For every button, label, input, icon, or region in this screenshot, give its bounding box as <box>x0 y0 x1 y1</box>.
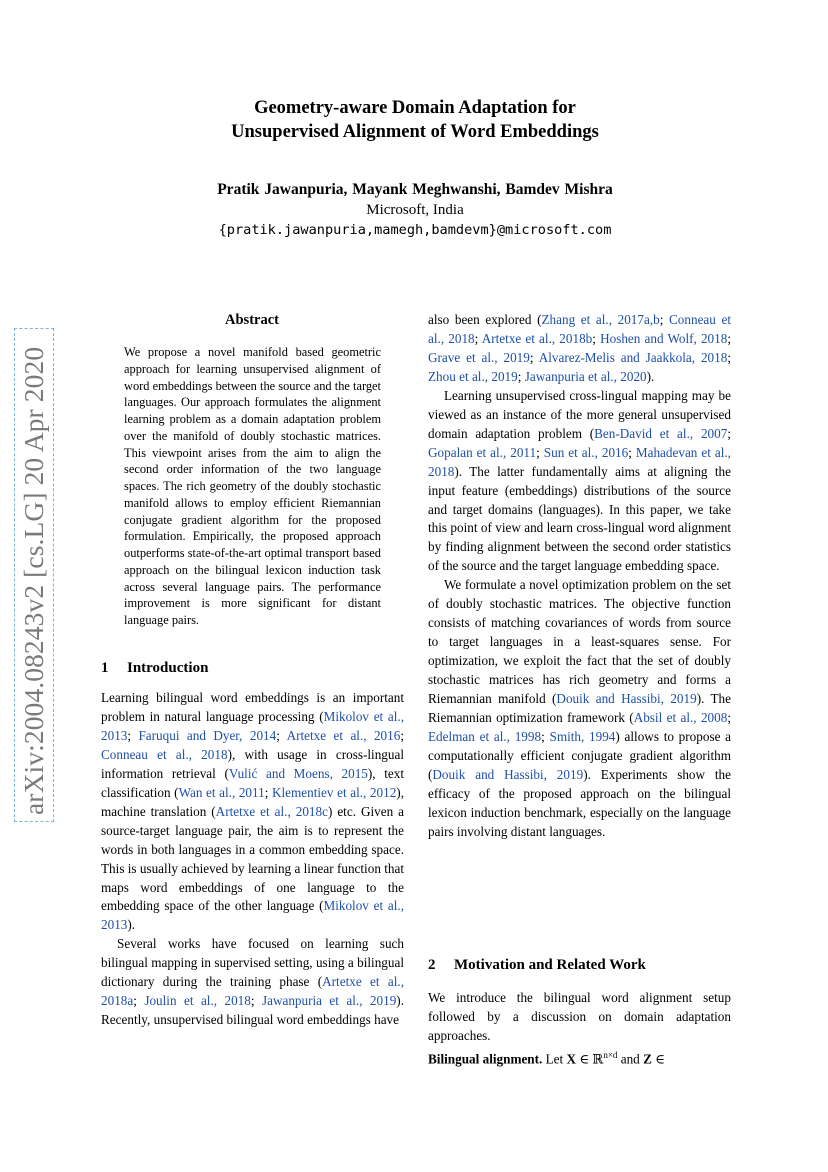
text-run: Let <box>542 1051 567 1067</box>
title-line-2: Unsupervised Alignment of Word Embeddings <box>231 122 599 142</box>
abstract-text: We propose a novel manifold based geometric approach for learning unsupervised alignment of word embeddings between the source and the target languages. Our approach formulates the alignment learning problem as a domain adaptation problem over the manifold of doubly stochastic matrices. This viewpoint arises from the aim to align the second order information of the two language spaces. The rich geometry of the doubly stochastic manifold allows to employ efficient Riemannian conjugate gradient algorithm for the proposed formulation. Empirically, the proposed approach outperforms state-of-the-art optimal transport based approach on the bilingual lexicon induction task across several language pairs. The performance improvement is more significant for distant language pairs. <box>124 345 381 627</box>
citation-link[interactable]: Sun et al., 2016 <box>543 444 629 460</box>
citation-link[interactable]: Faruqui and Dyer, 2014 <box>138 727 277 743</box>
citation-link[interactable]: Douik and Hassibi, 2019 <box>432 766 584 782</box>
text-run: and <box>617 1051 644 1067</box>
citation-link[interactable]: Grave et al., 2019 <box>428 349 530 365</box>
section-title: Motivation and Related Work <box>454 957 646 973</box>
paragraph <box>428 1046 731 1069</box>
section-title: Introduction <box>127 660 209 676</box>
section-heading-introduction <box>101 658 208 678</box>
paper-title <box>140 96 690 144</box>
text-run: ; <box>727 349 732 365</box>
citation-link[interactable]: Conneau et al., 2018 <box>101 746 228 762</box>
text-run: ; <box>536 444 544 460</box>
text-run: ∈ <box>651 1051 665 1067</box>
citation-link[interactable]: Douik and Hassibi, 2019 <box>556 691 697 707</box>
citation-link[interactable]: Artetxe et al., 2018b <box>481 330 593 346</box>
citation-link[interactable]: Vulić and Moens, 2015 <box>228 765 368 781</box>
text-run: ) allows to propose a computationally efficient conjugate gradient algorithm ( <box>428 728 732 782</box>
text-run: ; <box>727 710 731 726</box>
citation-link[interactable]: Absil et al., 2008 <box>633 710 728 726</box>
text-run: ; <box>276 727 287 743</box>
text-run: ), text classification ( <box>101 765 404 800</box>
text-run: ), machine translation ( <box>101 784 404 819</box>
citation-link[interactable]: Alvarez-Melis and Jaakkola, 2018 <box>538 349 728 365</box>
citation-link[interactable]: Mikolov et al., 2013 <box>101 708 404 743</box>
citation-link[interactable]: Mahadevan et al., 2018 <box>428 444 731 479</box>
left-column-text <box>101 689 404 1030</box>
text-run: ). The Riemannian optimization framework ( <box>428 691 731 726</box>
text-run: ; <box>127 727 139 743</box>
title-line-1: Geometry-aware Domain Adaptation for <box>254 98 576 118</box>
citation-link[interactable]: Jawanpuria et al., 2019 <box>261 993 397 1009</box>
text-run: ; <box>250 993 262 1009</box>
text-run: ). The latter fundamentally aims at aligning the input feature (embeddings) distributions of the source and target domains (languages). In this paper, we take this point of view and learn cross-lingual word alignment by finding alignment between the second order statistics of the source and the target language embedding space. <box>428 463 731 574</box>
text-run: ; <box>474 330 482 346</box>
text-run: ; <box>727 425 731 441</box>
text-run: ). <box>646 368 655 384</box>
arxiv-identifier-stamp[interactable]: arXiv:2004.08243v2 [cs.LG] 20 Apr 2020 <box>14 328 54 822</box>
text-run: ; <box>400 727 405 743</box>
math-symbol: X <box>566 1051 577 1067</box>
citation-link[interactable]: Zhang et al., 2017a,b <box>541 312 660 327</box>
citation-link[interactable]: Mikolov et al., 2013 <box>101 898 404 933</box>
author-emails: {pratik.jawanpuria,mamegh,bamdevm}@microsoft.com <box>218 222 612 238</box>
text-run: ∈ ℝ <box>576 1051 604 1067</box>
paragraph <box>101 935 404 1030</box>
abstract-heading: Abstract <box>225 312 279 328</box>
text-run: ). Recently, unsupervised bilingual word embeddings have <box>101 993 404 1028</box>
text-run: ), with usage in cross-lingual information retrieval ( <box>101 746 404 781</box>
text-run: ). Experiments show the efficacy of the proposed approach on the bilingual lexicon induction benchmark, especially on the language pairs involving distant languages. <box>428 766 732 839</box>
citation-link[interactable]: Jawanpuria et al., 2020 <box>524 368 647 384</box>
text-run: ; <box>628 444 636 460</box>
math-superscript: n×d <box>603 1049 618 1060</box>
author-list: Pratik Jawanpuria, Mayank Meghwanshi, Bamdev Mishra <box>217 181 613 198</box>
text-run: ) etc. Given a source-target language pair, the aim is to represent the words in both languages in a common embedding space. This is usually achieved by learning a linear function that maps word embeddings of one language to the embedding space of the other language ( <box>101 803 405 914</box>
citation-link[interactable]: Artetxe et al., 2018c <box>215 803 328 819</box>
section-number: 2 <box>428 957 436 973</box>
citation-link[interactable]: Edelman et al., 1998 <box>428 728 542 744</box>
citation-link[interactable]: Ben-David et al., 2007 <box>594 425 728 441</box>
text-run: ; <box>133 993 145 1009</box>
math-symbol: Z <box>643 1051 652 1067</box>
paragraph <box>101 689 404 935</box>
paragraph <box>428 576 731 841</box>
text-run: ; <box>264 784 272 800</box>
citation-link[interactable]: Gopalan et al., 2011 <box>428 444 537 460</box>
citation-link[interactable]: Hoshen and Wolf, 2018 <box>600 330 728 346</box>
text-run: ). <box>127 917 136 933</box>
text-run: We formulate a novel optimization problem on the set of doubly stochastic matrices. The objective function consists of matching covariances of words from source to target languages in a least-squares sense. For optimization, we exploit the fact that the set of doubly stochastic matrices has rich geometry and forms a Riemannian manifold ( <box>428 577 731 707</box>
affiliation: Microsoft, India <box>366 202 464 218</box>
paragraph <box>428 387 731 577</box>
text-run: Learning bilingual word embeddings is an important problem in natural language processing ( <box>101 690 404 724</box>
text-run: ; <box>529 349 539 365</box>
text-run: ; <box>659 312 669 327</box>
citation-link[interactable]: Zhou et al., 2019 <box>428 368 518 384</box>
text-run: also been explored ( <box>428 312 542 327</box>
paragraph <box>428 311 731 387</box>
citation-link[interactable]: Artetxe et al., 2016 <box>286 727 401 743</box>
section-heading-motivation <box>428 955 646 975</box>
citation-link[interactable]: Joulin et al., 2018 <box>144 993 251 1009</box>
citation-link[interactable]: Artetxe et al., 2018a <box>101 974 404 1009</box>
citation-link[interactable]: Wan et al., 2011 <box>178 784 265 800</box>
section-number: 1 <box>101 660 109 676</box>
citation-link[interactable]: Klementiev et al., 2012 <box>271 784 397 800</box>
text-run: Several works have focused on learning such bilingual mapping in supervised setting, using a bilingual dictionary during the training phase ( <box>101 936 404 990</box>
right-column-text-lower <box>428 989 731 1069</box>
text-run: ; <box>727 330 731 346</box>
text-run: ; <box>592 330 601 346</box>
paragraph-run-in-heading: Bilingual alignment. <box>428 1051 543 1067</box>
paragraph: We introduce the bilingual word alignment setup followed by a discussion on domain adaptation approaches. <box>428 990 731 1043</box>
citation-link[interactable]: Conneau et al., 2018 <box>428 312 731 346</box>
right-column-text <box>428 311 731 842</box>
text-run: ; <box>517 368 525 384</box>
text-run: Learning unsupervised cross-lingual mapping may be viewed as an instance of the more general unsupervised domain adaptation problem ( <box>428 387 731 441</box>
citation-link[interactable]: Smith, 1994 <box>549 728 616 744</box>
text-run: ; <box>541 728 550 744</box>
